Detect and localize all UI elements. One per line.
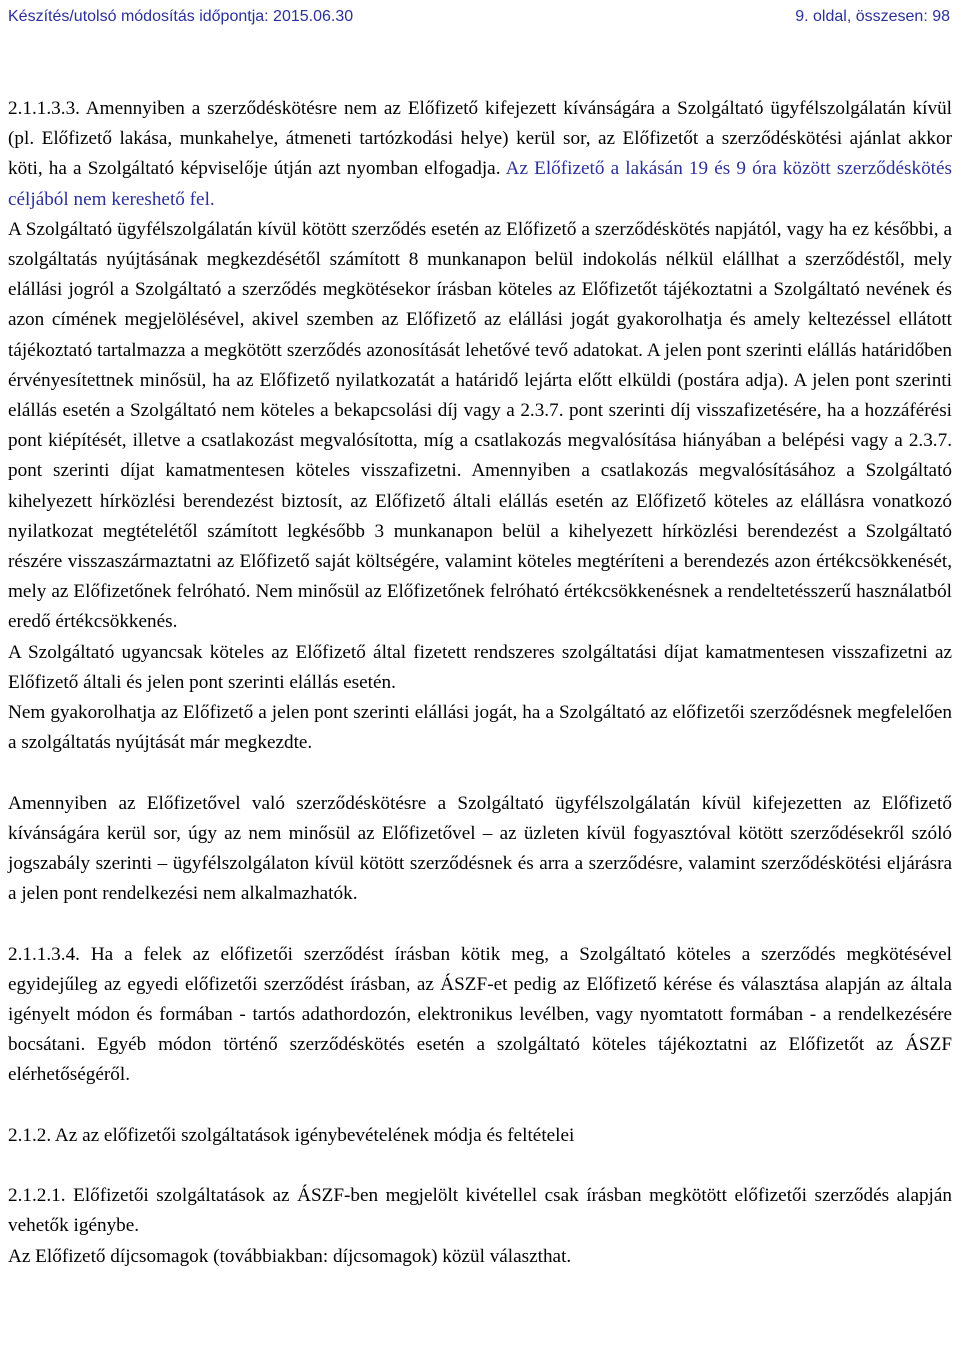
section-number: 2.1.1.3.4.: [8, 943, 80, 965]
header-page-number: 9. oldal, összesen: 98: [795, 8, 950, 25]
paragraph-offsite-contract: Amennyiben az Előfizetővel való szerződéskötésre a Szolgáltató ügyfélszolgálatán kívül kifejezetten az Előfizető kívánságára kerül sor, úgy az nem minősül az Előfizetővel – az üzleten kívül fogyasztóval kötött szerződésekről szóló jogszabály szerinti – ügyfélszolgálaton kívül kötött szerződésnek és arra a szerződésre, valamint szerződéskötési eljárásra a jelen pont rendelkezési nem alkalmazhatók.: [8, 792, 952, 905]
paragraph-2-1-2-1: [8, 1181, 952, 1241]
highlighted-text: Az Előfizető a lakásán 19 és 9 óra között szerződéskötés céljából nem kereshető fel.: [8, 158, 952, 210]
paragraph-no-withdrawal: Nem gyakorolhatja az Előfizető a jelen pont szerinti elállási jogát, ha a Szolgáltató az előfizetői szerződésnek megfelelően a szolgáltatás nyújtását már megkezdte.: [8, 702, 952, 754]
paragraph-2-1-1-3-3: [8, 94, 952, 215]
paragraph-text: Amennyiben a szerződéskötésre nem az Előfizető kifejezett kívánságára a Szolgáltató ügyfélszolgálatán kívül (pl. Előfizető lakása, munkahelye, átmeneti tartózkodási helye) kerül sor, az Előfizetőt a szerződéskötési ajánlat akkor köti, ha a Szolgáltató képviselője útján azt nyomban elfogadja.: [8, 98, 952, 180]
paragraph-2-1-1-3-4: [8, 940, 952, 1091]
section-number: 2.1.2.: [8, 1124, 52, 1146]
paragraph-packages: Az Előfizető díjcsomagok (továbbiakban: díjcsomagok) közül választhat.: [8, 1245, 572, 1267]
paragraph-text: Ha a felek az előfizetői szerződést írásban kötik meg, a Szolgáltató köteles a szerződés megkötésével egyidejűleg az egyedi előfizetői szerződést írásban, az ÁSZF-et pedig az Előfizető kérése és választása alapján az általa igényelt módon és formában - tartós adathordozón, elektronikus levélben, vagy nyomtatott formában - a rendelkezésére bocsátani. Egyéb módon történő szerződéskötés esetén a szolgáltató köteles tájékoztatni az Előfizetőt az ÁSZF elérhetőségéről.: [8, 943, 953, 1086]
section-title: Az az előfizetői szolgáltatások igénybevételének módja és feltételei: [54, 1124, 575, 1146]
section-number: 2.1.2.1.: [8, 1185, 66, 1207]
header-date: Készítés/utolsó módosítás időpontja: 2015.06.30: [8, 8, 354, 25]
paragraph-withdrawal: A Szolgáltató ügyfélszolgálatán kívül kötött szerződés esetén az Előfizető a szerződéskötés napjától, vagy ha ez későbbi, a szolgáltatás nyújtásának megkezdésétől számított 8 munkanapon belül indokolás nélkül elállhat a szerződéstől, mely elállási jogról a Szolgáltató a szerződés megkötésekor írásban köteles az Előfizetőt tájékoztatni a Szolgáltató nevének és azon címének megjelölésével, akivel szemben az Előfizető az elállási jogát gyakorolhatja és amely keltezéssel ellátott tájékoztató tartalmazza a megkötött szerződés azonosítását lehetővé tevő adatokat. A jelen pont szerinti elállás határidőben érvényesítettnek minősül, ha az Előfizető nyilatkozatát a határidő lejárta előtt elküldi (postára adja). A jelen pont szerinti elállás esetén a Szolgáltató nem köteles a bekapcsolási díj vagy a 2.3.7. pont szerinti díj visszafizetésére, ha a hozzáférési pont kiépítését, illetve a csatlakozást megvalósította, míg a csatlakozás megvalósítása hiányában a belépési vagy a 2.3.7. pont szerinti díjat kamatmentesen köteles visszafizetni. Amennyiben a csatlakozás megvalósításához a Szolgáltató kihelyezett hírközlési berendezést biztosít, az Előfizető általi elállás esetén az Előfizető köteles az elállásra vonatkozó nyilatkozat megtételétől számított legkésőbb 3 munkanapon belül a kihelyezett hírközlési berendezést a Szolgáltató részére visszaszármaztatni az Előfizető saját költségére, valamint köteles megtéríteni a berendezés azon értékcsökkenését, mely az Előfizetőnek felróható. Nem minősül az Előfizetőnek felróható értékcsökkenésnek a rendeltetésszerű használatból eredő értékcsökkenés.: [8, 218, 952, 633]
paragraph-refund: A Szolgáltató ugyancsak köteles az Előfizető által fizetett rendszeres szolgáltatási díjat kamatmentesen visszafizetni az Előfizető általi és jelen pont szerinti elállás esetén.: [8, 641, 952, 693]
document-body: [8, 94, 952, 1272]
page-header: [8, 8, 950, 30]
heading-2-1-2: [8, 1121, 952, 1151]
paragraph-text: Előfizetői szolgáltatások az ÁSZF-ben megjelölt kivétellel csak írásban megkötött előfizetői szerződés alapján vehetők igénybe.: [8, 1185, 953, 1237]
section-number: 2.1.1.3.3.: [8, 98, 80, 119]
